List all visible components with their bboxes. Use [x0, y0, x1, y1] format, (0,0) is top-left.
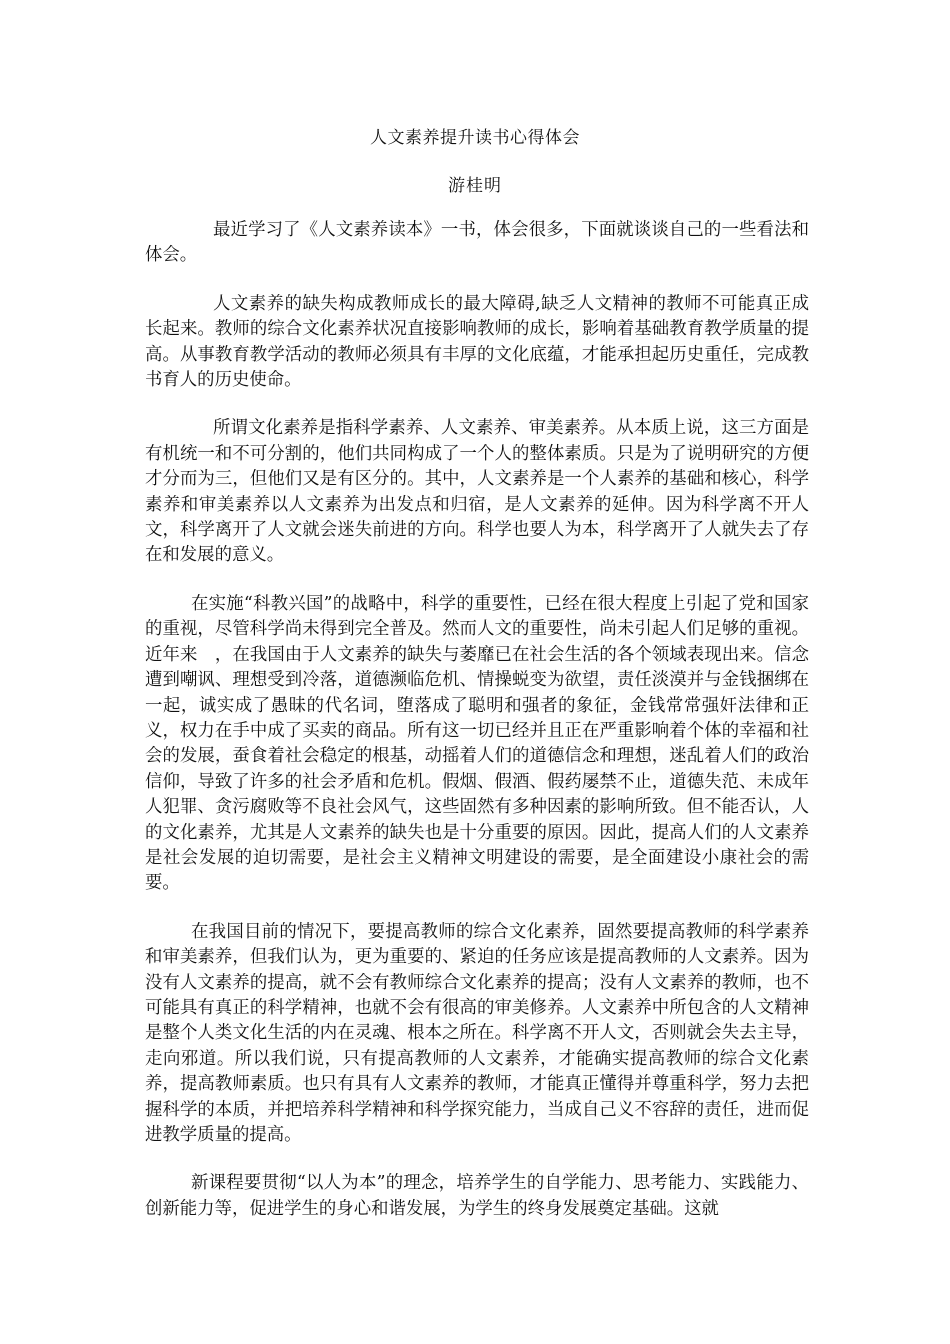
author-name: 游桂明	[448, 176, 502, 196]
paragraph-teacher-humanities: 在我国目前的情况下，要提高教师的综合文化素养，固然要提高教师的科学素养和审美素养，但我们认为，更为重要的、紧迫的任务应该是提高教师的人文素养。因为没有人文素养的提高，就不会有教师综合文化素养的提高；没有人文素养的教师，也不可能具有真正的科学精神，也就不会有很高的审美修养。人文素养中所包含的人文精神是整个人类文化生活的内在灵魂、根本之所在。科学离不开人文，否则就会失去主导，走向邪道。所以我们说，只有提高教师的人文素养，才能确实提高教师的综合文化素养，提高教师素质。也只有具有人文素养的教师，才能真正懂得并尊重科学，努力去把握科学的本质，并把培养科学精神和科学探究能力，当成自己义不容辞的责任，进而促进教学质量的提高。	[145, 921, 809, 1145]
paragraph-cultural-literacy: 所谓文化素养是指科学素养、人文素养、审美素养。从本质上说，这三方面是有机统一和不可分割的，他们共同构成了一个人的整体素质。只是为了说明研究的方便才分而为三，但他们又是有区分的。其中，人文素养是一个人素养的基础和核心，科学素养和审美素养以人文素养为出发点和归宿，是人文素养的延伸。因为科学离不开人文，科学离开了人文就会迷失前进的方向。科学也要人为本，科学离开了人就失去了存在和发展的意义。	[145, 418, 809, 566]
paragraph-social-impact: 在实施“科教兴国”的战略中，科学的重要性，已经在很大程度上引起了党和国家的重视，尽管科学尚未得到完全普及。然而人文的重要性，尚未引起人们足够的重视。近年来 ，在我国由于人文素养的缺失与萎靡已在社会生活的各个领域表现出来。信念遭到嘲讽、理想受到冷落，道德濒临危机、情操蜕变为欲望，责任淡漠并与金钱捆绑在一起，诚实成了愚昧的代名词，堕落成了聪明和强者的象征，金钱常常强奸法律和正义，权力在手中成了买卖的商品。所有这一切已经并且正在严重影响着个体的幸福和社会的发展，蚕食着社会稳定的根基，动摇着人们的道德信念和理想，迷乱着人们的政治信仰，导致了许多的社会矛盾和危机。假烟、假酒、假药屡禁不止，道德失范、未成年人犯罪、贪污腐败等不良社会风气，这些固然有多种因素的影响所致。但不能否认，人的文化素养，尤其是人文素养的缺失也是十分重要的原因。因此，提高人们的人文素养是社会发展的迫切需要，是社会主义精神文明建设的需要，是全面建设小康社会的需要。	[145, 593, 809, 894]
paragraph-new-curriculum: 新课程要贯彻“以人为本”的理念，培养学生的自学能力、思考能力、实践能力、创新能力等，促进学生的身心和谐发展，为学生的终身发展奠定基础。这就	[145, 1173, 809, 1219]
paragraph-teacher-growth: 人文素养的缺失构成教师成长的最大障碍,缺乏人文精神的教师不可能真正成长起来。教师的综合文化素养状况直接影响教师的成长，影响着基础教育教学质量的提高。从事教育教学活动的教师必须具有丰厚的文化底蕴，才能承担起历史重任，完成教书育人的历史使命。	[145, 293, 809, 391]
document-body	[145, 218, 809, 1245]
document-title: 人文素养提升读书心得体会	[370, 128, 580, 148]
paragraph-intro: 最近学习了《人文素养读本》一书，体会很多，下面就谈谈自己的一些看法和体会。	[145, 220, 809, 266]
